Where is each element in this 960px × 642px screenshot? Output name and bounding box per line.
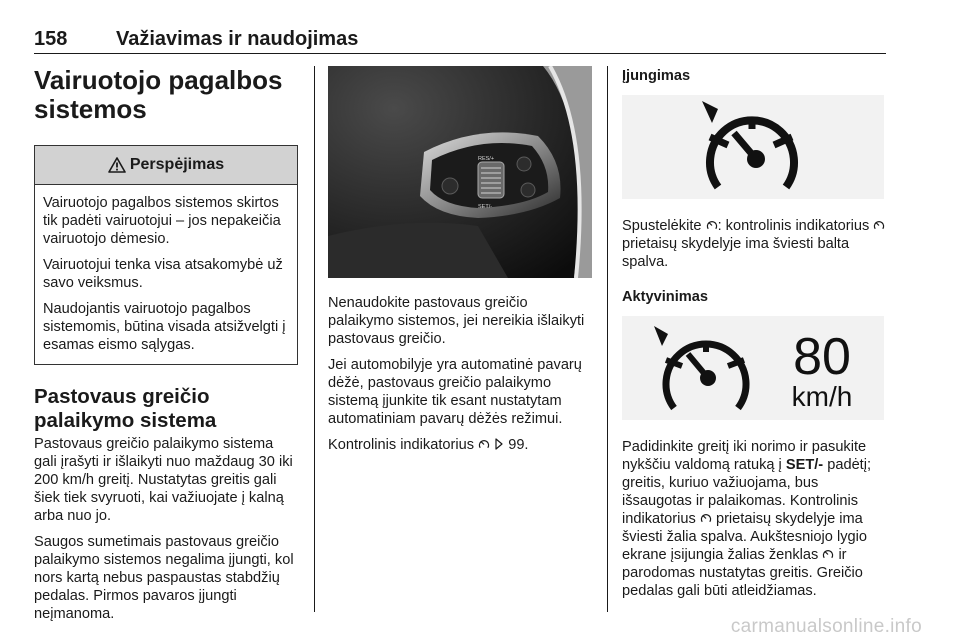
text-fragment: ir parodomas nustatytas greitis. Greičio pedalas gali būti atleidžiamas. (622, 547, 863, 599)
speed-value: 80 (793, 328, 851, 386)
page-reference[interactable]: 99. (508, 437, 529, 453)
column-middle (328, 66, 592, 462)
chapter-title: Važiavimas ir naudojimas (116, 28, 359, 50)
body-paragraph: Saugos sumetimais pastovaus greičio palaikymo sistemos negalima įjungti, kol nors kartą nebus paspaustas stabdžių pedalas. Pirmos pavaros įjungti neįmanoma. (34, 534, 294, 622)
subsection-title (34, 385, 300, 433)
body-paragraph: Pastovaus greičio palaikymo sistema gali įrašyti ir išlaikyti nuo maždaug 30 iki 200 km/h greitį. Nustatytas greitis gali šiek tiek svyruoti, kai važiuojate į kalną arba nuo jo. (34, 436, 293, 524)
text-fragment: Spustelėkite (622, 218, 702, 234)
column-right (622, 66, 888, 600)
steering-wheel-photo (328, 66, 592, 278)
cruise-control-icon (702, 101, 794, 187)
text-fragment: padėtį; greitis, kuriuo važiuojama, bus išsaugotas ir palaikomas. Kontrolinis indikatorius (622, 457, 872, 527)
page-number: 158 (34, 28, 68, 50)
res-label: RES/+ (478, 156, 495, 162)
page-reference-icon[interactable] (494, 438, 504, 450)
engagement-text (622, 438, 888, 600)
warning-paragraph: Vairuotojui tenka visa atsakomybė už savo veiksmus. (43, 257, 283, 291)
page-header (34, 6, 886, 50)
text-fragment: Padidinkite greitį iki norimo ir pasukite nykščiu valdomą ratuką į (622, 439, 867, 473)
activation-text (622, 217, 888, 271)
set-label-inline: SET/- (785, 457, 824, 473)
set-label: SET/- (478, 204, 493, 210)
warning-body (35, 185, 297, 364)
indicator-text: Kontrolinis indikatorius (328, 437, 475, 453)
cruise-control-icon (873, 219, 885, 231)
watermark: carmanualsonline.info (730, 616, 922, 637)
warning-header (35, 146, 297, 185)
speed-display-illustration (622, 316, 884, 420)
body-paragraph: Nenaudokite pastovaus greičio palaikymo sistemos, jei nereikia išlaikyti pastovaus greičio. (328, 295, 585, 347)
indicator-reference (328, 436, 592, 454)
cruise-control-icon (700, 512, 712, 524)
text-fragment: : kontrolinis indikatorius (717, 218, 870, 234)
heading-activation: Įjungimas (622, 68, 691, 84)
body-paragraph: Jei automobilyje yra automatinė pavarų dėžė, pastovaus greičio palaikymo sistemą įjunkite tik esant nustatytam automatiniam pavarų dėžės režimui. (328, 357, 582, 427)
cruise-indicator-illustration (622, 95, 884, 199)
heading-engagement: Aktyvinimas (622, 289, 708, 305)
section-title (34, 66, 300, 124)
text-fragment: prietaisų skydelyje ima šviesti balta spalva. (622, 236, 850, 270)
section-title-line1: Vairuotojo pagalbos (34, 65, 283, 95)
column-divider (314, 66, 315, 612)
middle-text (328, 294, 592, 454)
warning-box (34, 145, 298, 365)
subsection-title-line2: palaikymo sistema (34, 409, 217, 432)
warning-paragraph: Vairuotojo pagalbos sistemos skirtos tik padėti vairuotojui – jos nepakeičia vairuotojo dėmesio. (43, 195, 281, 247)
warning-title: Perspėjimas (129, 156, 225, 173)
header-rule (34, 53, 886, 54)
cruise-control-icon (822, 548, 834, 560)
cruise-control-icon (478, 438, 490, 450)
column-divider (607, 66, 608, 612)
cruise-control-icon (706, 219, 718, 231)
speed-unit: km/h (791, 381, 853, 412)
warning-paragraph: Naudojantis vairuotojo pagalbos sistemomis, būtina visada atsižvelgti į esamas eismo sąlygas. (43, 301, 286, 353)
column-left (34, 66, 300, 631)
text-fragment: prietaisų skydelyje ima šviesti žalia spalva. Aukštesniojo lygio ekrane įsijungia žalias ženklas (622, 511, 867, 563)
subsection-title-line1: Pastovaus greičio (34, 385, 210, 408)
cruise-control-icon (654, 326, 746, 408)
section-title-line2: sistemos (34, 94, 147, 124)
warning-triangle-icon (108, 157, 126, 173)
